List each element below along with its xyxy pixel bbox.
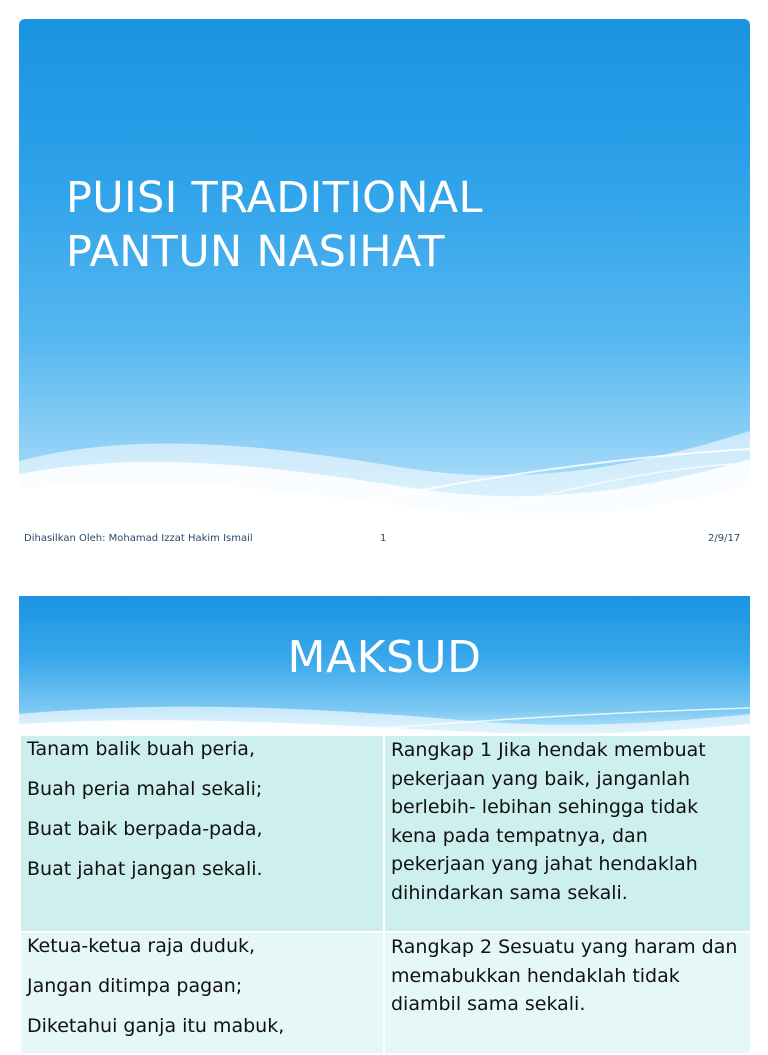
pantun-cell	[20, 932, 384, 1054]
meaning-cell	[384, 735, 751, 932]
pantun-line: Tanam balik buah peria,	[27, 738, 255, 760]
table-row	[20, 735, 751, 932]
footer-page-number: 1	[380, 533, 387, 544]
slide-2	[19, 596, 750, 1036]
pantun-line: Jangan ditimpa pagan;	[27, 975, 243, 997]
slide-1-title	[66, 171, 706, 279]
title-line-1: PUISI TRADITIONAL	[66, 173, 483, 223]
pantun-line: Diketahui ganja itu mabuk,	[27, 1015, 285, 1037]
footer-date: 2/9/17	[708, 533, 741, 544]
meaning-cell	[384, 932, 751, 1054]
pantun-line: Buah peria mahal sekali;	[27, 778, 263, 800]
meaning-text: Rangkap 1 Jika hendak membuat pekerjaan yang baik, janganlah berlebih- lebihan sehingga tidak kena pada tempatnya, dan pekerjaan yang jahat hendaklah dihindarkan sama sekali.	[391, 739, 706, 904]
title-line-2: PANTUN NASIHAT	[66, 227, 445, 277]
slide-2-title: MAKSUD	[287, 632, 482, 683]
slide-2-header	[19, 596, 750, 738]
pantun-cell	[20, 735, 384, 932]
footer-author: Dihasilkan Oleh: Mohamad Izzat Hakim Ismail	[24, 533, 253, 544]
meaning-text: Rangkap 2 Sesuatu yang haram dan memabukkan hendaklah tidak diambil sama sekali.	[391, 936, 738, 1015]
pantun-line: Ketua-ketua raja duduk,	[27, 935, 256, 957]
pantun-line: Buat jahat jangan sekali.	[27, 858, 263, 880]
pantun-line: Buat baik berpada-pada,	[27, 818, 263, 840]
slide-1	[19, 19, 750, 550]
wave-decoration	[19, 19, 750, 550]
pantun-table	[19, 734, 752, 1055]
table-row	[20, 932, 751, 1054]
